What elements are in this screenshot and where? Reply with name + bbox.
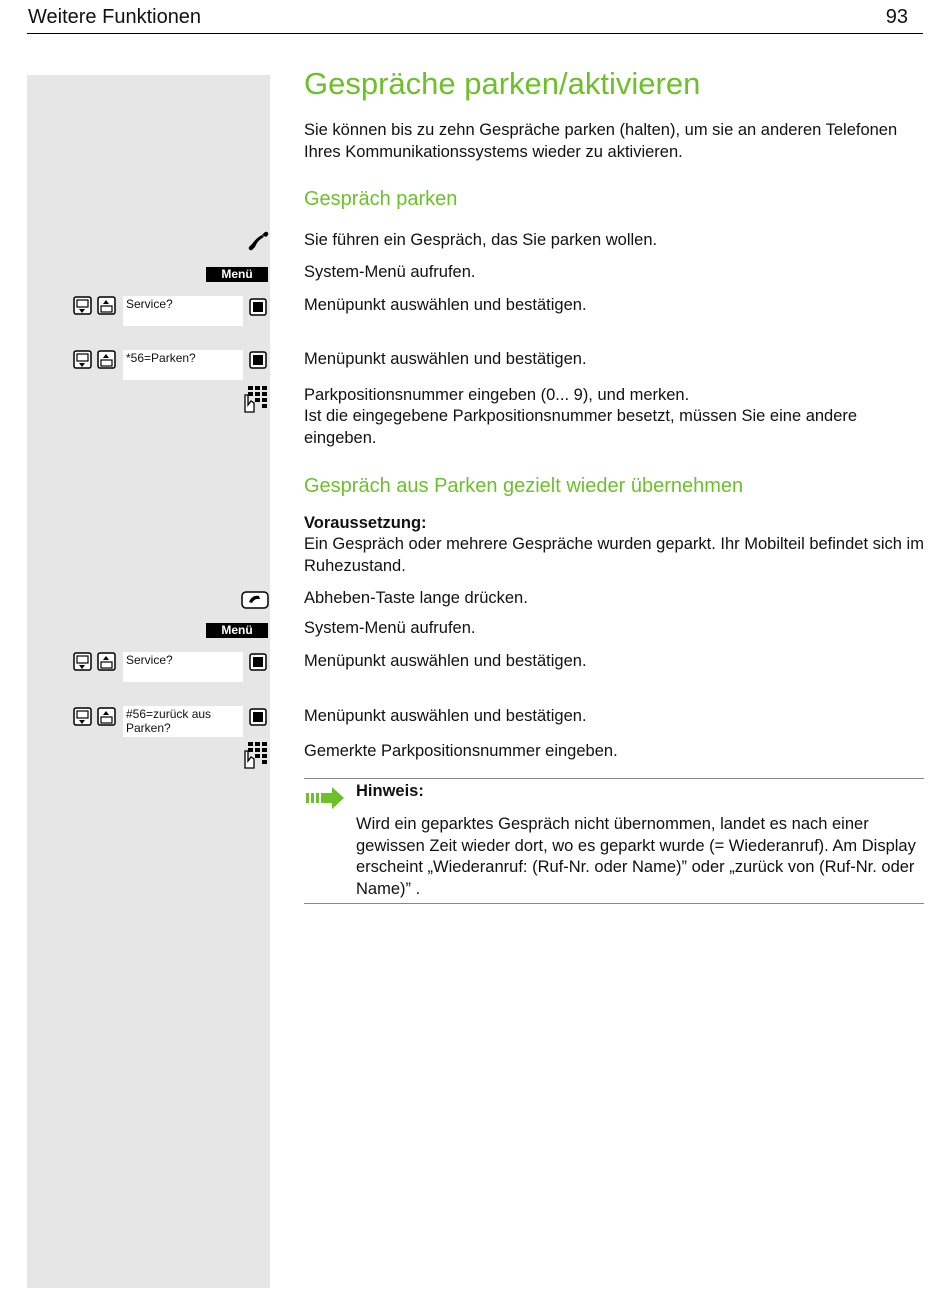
step-text: Menüpunkt auswählen und bestätigen. (304, 652, 587, 670)
display-field: Service? (123, 296, 243, 326)
prerequisite-label: Voraussetzung: (304, 514, 427, 532)
menu-key: Menü (206, 267, 268, 282)
handset-icon (246, 230, 270, 252)
note-top-rule (304, 778, 924, 779)
step-text: Parkpositionsnummer eingeben (0... 9), und merken. (304, 386, 690, 404)
step-text: Abheben-Taste lange drücken. (304, 589, 528, 607)
step-text: System-Menü aufrufen. (304, 263, 476, 281)
ok-key-icon (249, 653, 267, 671)
keypad-icon (242, 741, 268, 769)
menu-key: Menü (206, 623, 268, 638)
display-field: #56=zurück aus Parken? (123, 706, 243, 737)
header-rule (27, 33, 923, 34)
note-bottom-rule (304, 903, 924, 904)
off-hook-key-icon (241, 591, 269, 609)
keypad-icon (242, 385, 268, 413)
page-number: 93 (885, 6, 908, 28)
step-text: Gemerkte Parkpositionsnummer eingeben. (304, 742, 618, 760)
display-field: Service? (123, 652, 243, 682)
ok-key-icon (249, 708, 267, 726)
running-header: Weitere Funktionen (28, 6, 202, 28)
nav-keys-icon (73, 652, 117, 672)
prerequisite-text: Ein Gespräch oder mehrere Gespräche wurden geparkt. Ihr Mobilteil befindet sich im Ruhezustand. (304, 535, 924, 575)
display-field: *56=Parken? (123, 350, 243, 380)
intro-text: Sie können bis zu zehn Gespräche parken (halten), um sie an anderen Telefonen Ihres Kommunikationssystems wieder zu aktivieren. (304, 121, 898, 161)
step-text: Menüpunkt auswählen und bestätigen. (304, 707, 587, 725)
ok-key-icon (249, 298, 267, 316)
note-text: Wird ein geparktes Gespräch nicht übernommen, landet es nach einer gewissen Zeit wieder dort, wo es geparkt wurde (= Wiederanruf). Am Display erscheint „Wiederanruf: (Ruf-Nr. oder Name)” oder „zurück von (Ruf-Nr. oder Name)” . (356, 815, 916, 898)
step-text: Menüpunkt auswählen und bestätigen. (304, 350, 587, 368)
step-text: Sie führen ein Gespräch, das Sie parken wollen. (304, 231, 658, 249)
section-title-park: Gespräch parken (304, 188, 458, 210)
nav-keys-icon (73, 296, 117, 316)
step-text: Menüpunkt auswählen und bestätigen. (304, 296, 587, 314)
step-text: System-Menü aufrufen. (304, 619, 476, 637)
step-text: Ist die eingegebene Parkpositionsnummer besetzt, müssen Sie eine andere eingeben. (304, 407, 858, 447)
note-title: Hinweis: (356, 782, 424, 800)
nav-keys-icon (73, 350, 117, 370)
arrow-hint-icon (304, 786, 346, 810)
ok-key-icon (249, 351, 267, 369)
nav-keys-icon (73, 707, 117, 727)
section-title-retrieve: Gespräch aus Parken gezielt wieder übernehmen (304, 475, 744, 497)
page-title: Gespräche parken/aktivieren (304, 66, 701, 101)
